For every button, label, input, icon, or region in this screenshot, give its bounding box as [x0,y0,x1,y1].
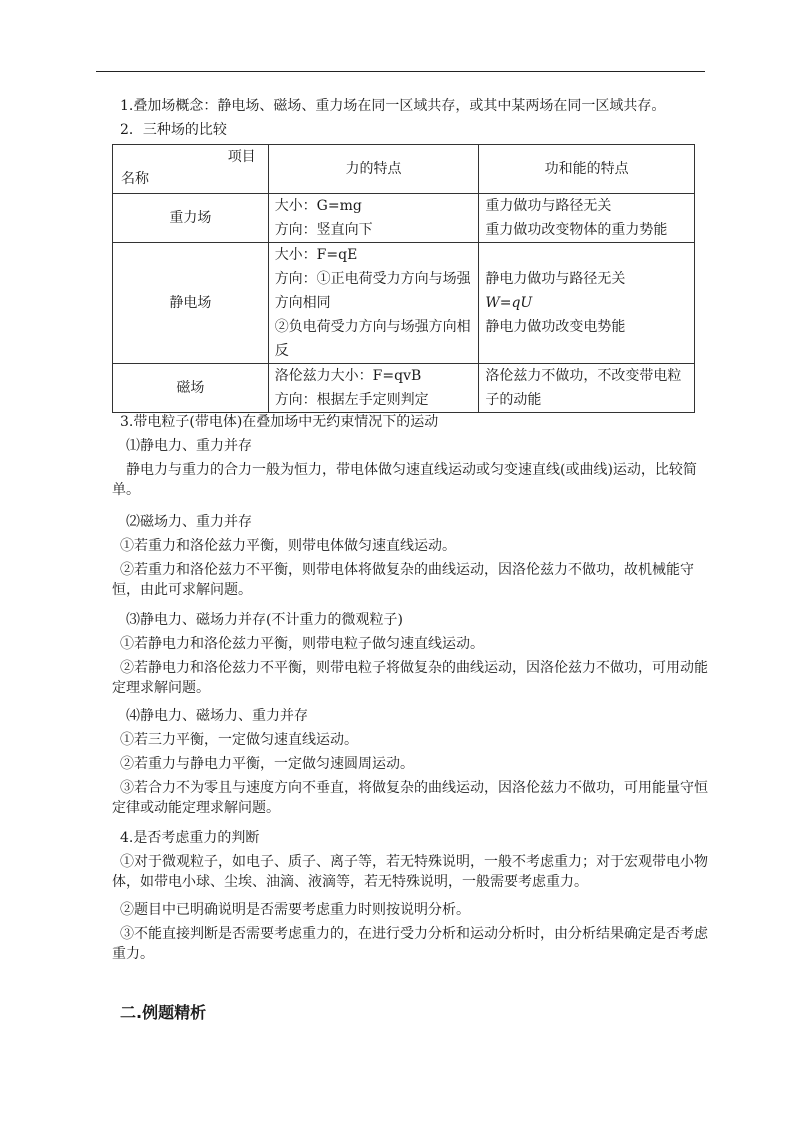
intro-line-1: 1.叠加场概念：静电场、磁场、重力场在同一区域共存，或其中某两场在同一区域共存。 [120,98,666,114]
s5-paragraph-1: ①对于微观粒子，如电子、质子、离子等，若无特殊说明，一般不考虑重力；对于宏观带电小物体，如带电小球、尘埃、油滴、液滴等，若无特殊说明，一般需要考虑重力。 [112,854,708,890]
s5-paragraph-3: ③不能直接判断是否需要考虑重力的，在进行受力分析和运动分析时，由分析结果确定是否考虑重力。 [112,926,708,962]
work-line: 重力做功改变物体的重力势能 [485,222,668,238]
row-name-electric: 静电场 [113,243,269,364]
table-row-magnetic [113,364,695,413]
header-rule [96,71,705,72]
table-row-gravity [113,194,695,243]
section3-title: 3.带电粒子(带电体)在叠加场中无约束情况下的运动 [120,414,439,430]
intro-line-2: 2．三种场的比较 [120,122,227,138]
work-line: 静电力做功改变电势能 [485,319,626,335]
section4-title: 4.是否考虑重力的判断 [120,830,260,846]
force-line: 洛伦兹力大小：F=qvB [274,368,422,384]
row-force-magnetic [268,364,479,413]
row-name-magnetic: 磁场 [113,364,269,413]
row-name-gravity: 重力场 [113,194,269,243]
s5-paragraph-2: ②题目中已明确说明是否需要考虑重力时则按说明分析。 [120,902,470,918]
force-line: ②负电荷受力方向与场强方向相反 [274,319,471,359]
work-line: W=qU [485,295,533,311]
s1-title: ⑴静电力、重力并存 [126,438,252,454]
s4-paragraph-2: ②若重力与静电力平衡，一定做匀速圆周运动。 [120,756,414,772]
row-work-electric [479,243,695,364]
force-line: 方向：根据左手定则判定 [274,392,429,408]
header-force: 力的特点 [268,145,479,194]
force-line: 大小：F=qE [274,247,358,263]
s4-title: ⑷静电力、磁场力、重力并存 [126,708,308,724]
row-force-gravity [268,194,479,243]
force-line: 大小：G=mg [274,198,362,214]
force-line: 方向：竖直向下 [274,222,373,238]
row-force-electric [268,243,479,364]
header-corner-cell [113,145,269,194]
s4-paragraph-3: ③若合力不为零且与速度方向不垂直，将做复杂的曲线运动，因洛伦兹力不做功，可用能量守恒定律或动能定理求解问题。 [112,780,708,816]
row-work-gravity [479,194,695,243]
table-header-row [113,145,695,194]
header-corner-top: 项目 [227,149,256,165]
force-line: 方向：①正电荷受力方向与场强方向相同 [274,271,471,311]
row-work-magnetic [479,364,695,413]
header-work: 功和能的特点 [479,145,695,194]
s1-paragraph: 静电力与重力的合力一般为恒力，带电体做匀速直线运动或匀变速直线(或曲线)运动，比较简单。 [112,462,697,498]
work-line: 静电力做功与路径无关 [485,271,626,287]
field-comparison-table [112,144,695,413]
s4-paragraph-1: ①若三力平衡，一定做匀速直线运动。 [120,732,358,748]
s2-paragraph-1: ①若重力和洛伦兹力平衡，则带电体做匀速直线运动。 [120,538,456,554]
table-row-electric [113,243,695,364]
s3-paragraph-2: ②若静电力和洛伦兹力不平衡，则带电粒子将做复杂的曲线运动，因洛伦兹力不做功，可用动能定理求解问题。 [112,660,708,696]
s2-title: ⑵磁场力、重力并存 [126,514,252,530]
work-line: 重力做功与路径无关 [485,198,612,214]
s3-title: ⑶静电力、磁场力并存(不计重力的微观粒子) [126,612,403,628]
section-heading-examples: 二.例题精析 [120,1003,207,1022]
s3-paragraph-1: ①若静电力和洛伦兹力平衡，则带电粒子做匀速直线运动。 [120,636,484,652]
work-line: 洛伦兹力不做功，不改变带电粒子的动能 [485,368,682,408]
header-corner-bottom: 名称 [121,171,149,187]
s2-paragraph-2: ②若重力和洛伦兹力不平衡，则带电体将做复杂的曲线运动，因洛伦兹力不做功，故机械能守恒，由此可求解问题。 [112,562,694,598]
